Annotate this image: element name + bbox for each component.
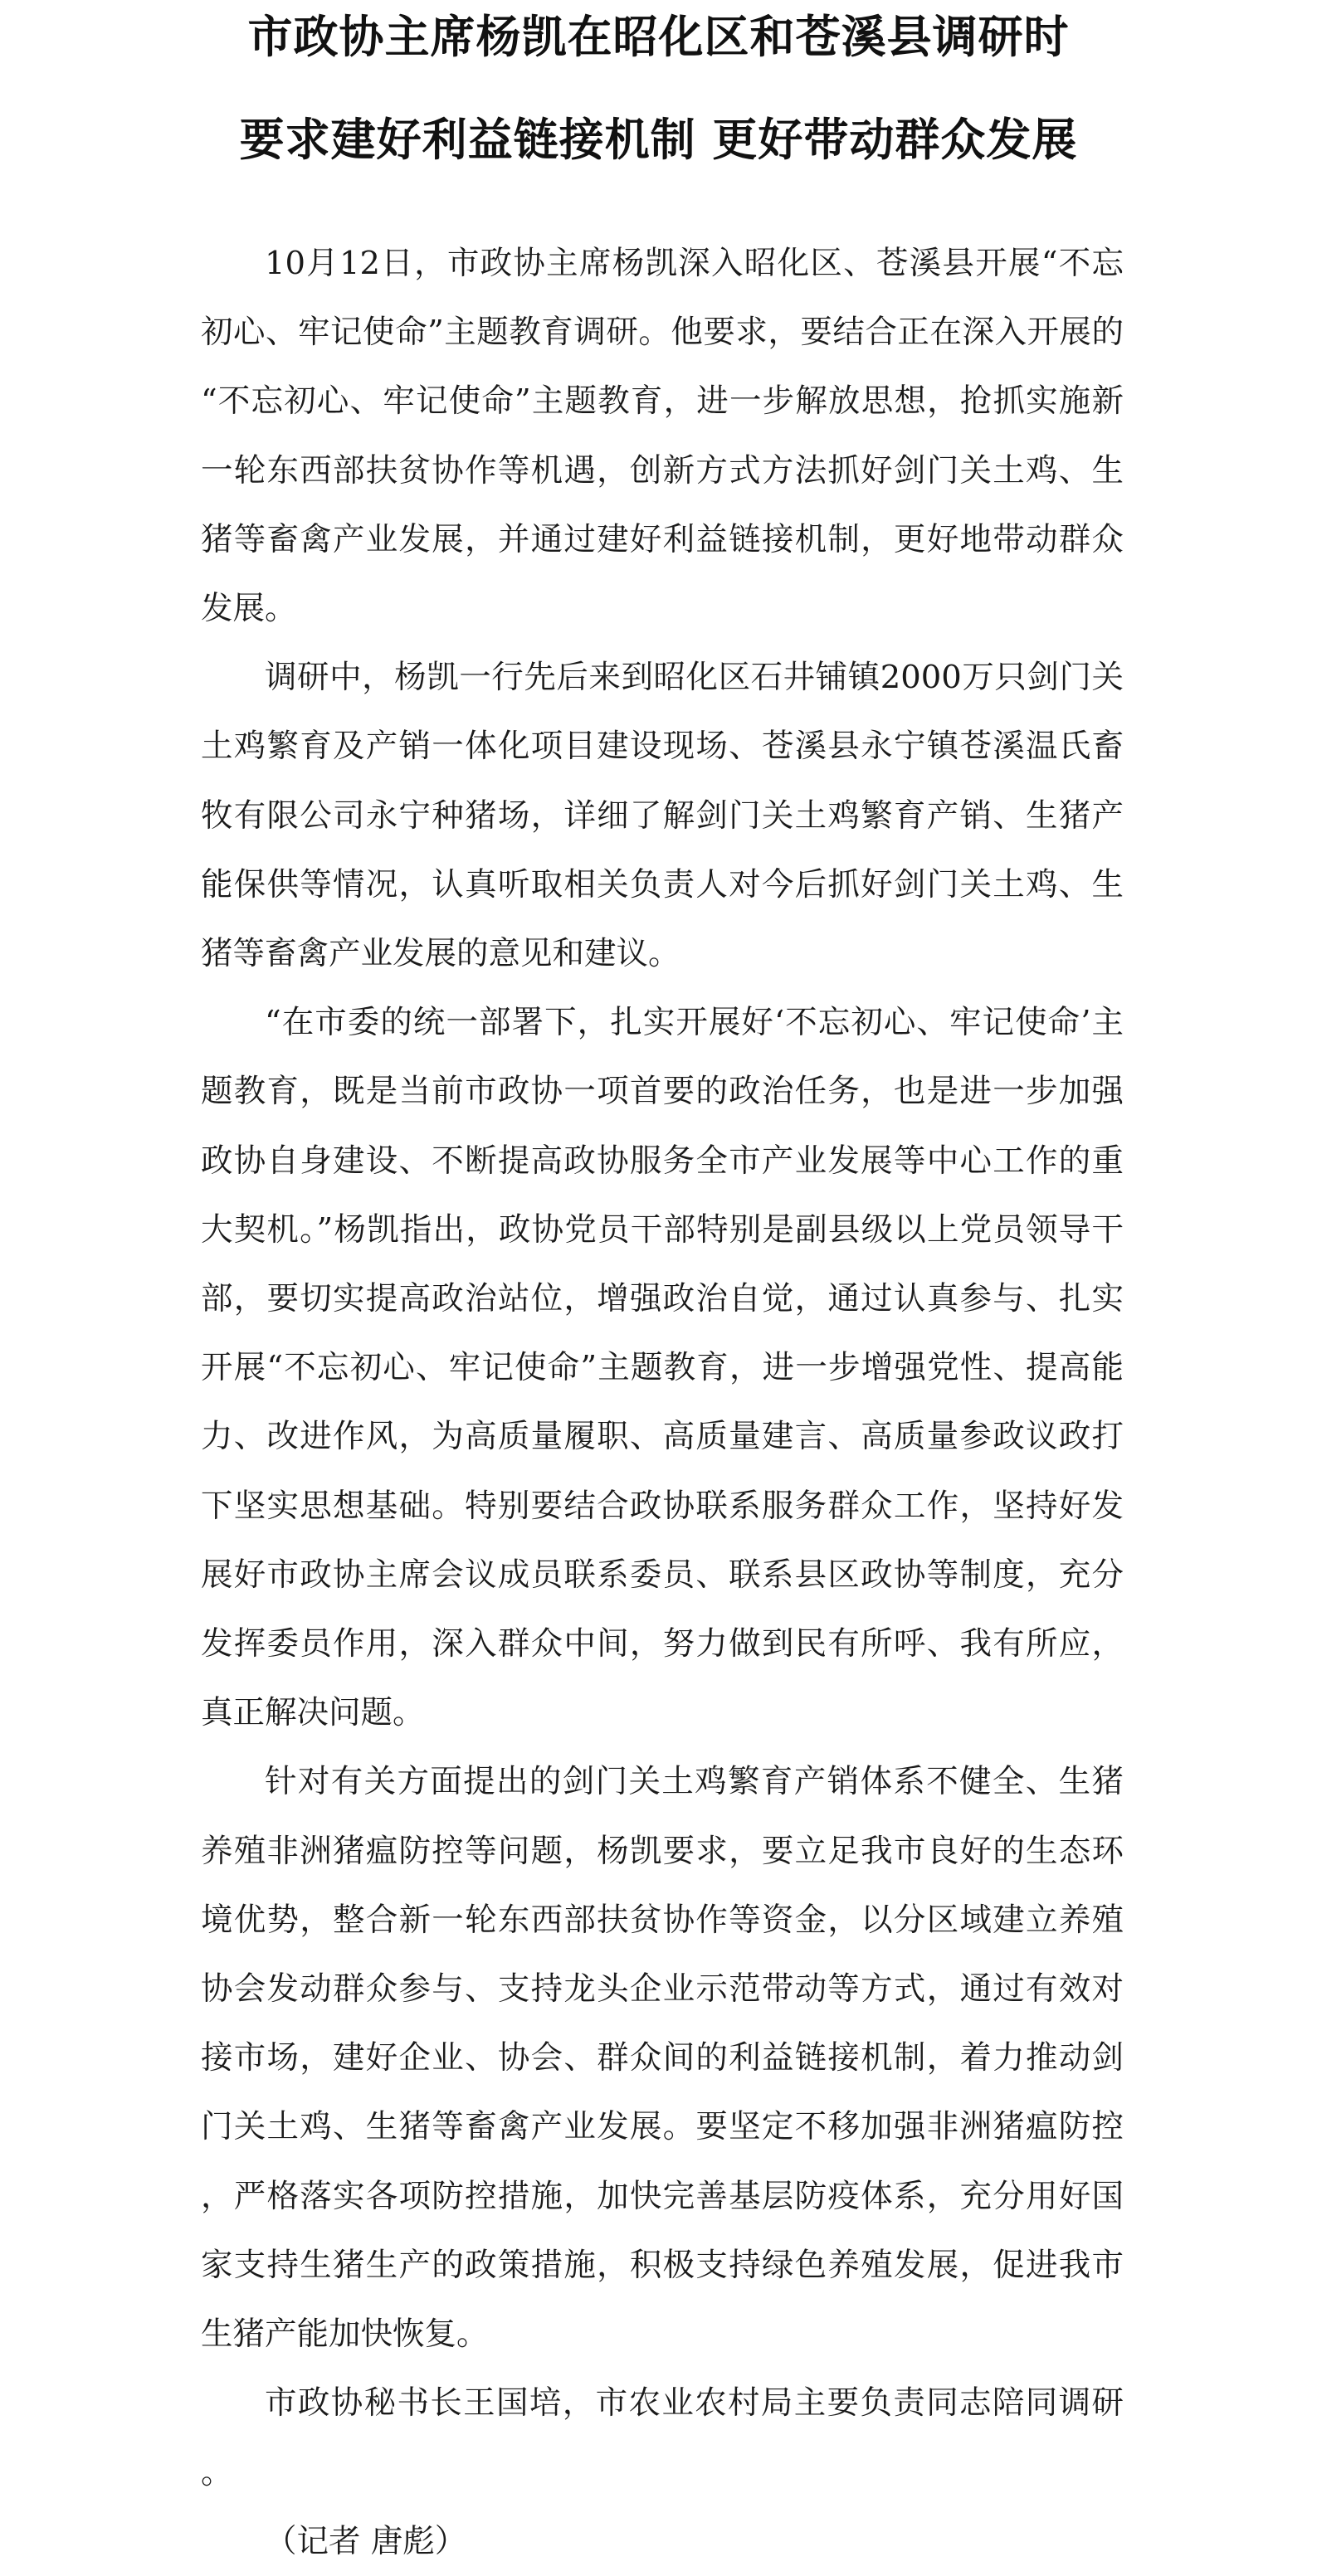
headline-line-1: 市政协主席杨凯在昭化区和苍溪县调研时 <box>247 11 1070 63</box>
paragraph-4: 针对有关方面提出的剑门关土鸡繁育产销体系不健全、生猪养殖非洲猪瘟防控等问题，杨凯要求，要立足我市良好的生态环境优势，整合新一轮东西部扶贫协作等资金，以分区域建立养殖协会发动群众参与、支持龙头企业示范带动等方式，通过有效对接市场，建好企业、协会、群众间的利益链接机制，着力推动剑门关土鸡、生猪等畜禽产业发展。要坚定不移加强非洲猪瘟防控，严格落实各项防控措施，加快完善基层防疫体系，充分用好国家支持生猪生产的政策措施，积极支持绿色养殖发展，促进我市生猪产能加快恢复。 <box>201 1763 1124 2354</box>
article-body <box>201 229 1124 2576</box>
paragraph-1: 10月12日，市政协主席杨凯深入昭化区、苍溪县开展“不忘初心、牢记使命”主题教育调研。他要求，要结合正在深入开展的“不忘初心、牢记使命”主题教育，进一步解放思想，抢抓实施新一轮东西部扶贫协作等机遇，创新方式方法抓好剑门关土鸡、生猪等畜禽产业发展，并通过建好利益链接机制，更好地带动群众发展。 <box>201 245 1124 628</box>
paragraph-3: “在市委的统一部署下，扎实开展好‘不忘初心、牢记使命’主题教育，既是当前市政协一项首要的政治任务，也是进一步加强政协自身建设、不断提高政协服务全市产业发展等中心工作的重大契机。”杨凯指出，政协党员干部特别是副县级以上党员领导干部，要切实提高政治站位，增强政治自觉，通过认真参与、扎实开展“不忘初心、牢记使命”主题教育，进一步增强党性、提高能力、改进作风，为高质量履职、高质量建言、高质量参政议政打下坚实思想基础。特别要结合政协联系服务群众工作，坚持好发展好市政协主席会议成员联系委员、联系县区政协等制度，充分发挥委员作用，深入群众中间，努力做到民有所呼、我有所应，真正解决问题。 <box>201 1004 1124 1732</box>
paragraph-2: 调研中，杨凯一行先后来到昭化区石井铺镇2000万只剑门关土鸡繁育及产销一体化项目建设现场、苍溪县永宁镇苍溪温氏畜牧有限公司永宁种猪场，详细了解剑门关土鸡繁育产销、生猪产能保供等情况，认真听取相关负责人对今后抓好剑门关土鸡、生猪等畜禽产业发展的意见和建议。 <box>201 659 1124 973</box>
headline-line-2: 要求建好利益链接机制 更好带动群众发展 <box>239 114 1078 166</box>
paragraph-5: 市政协秘书长王国培，市农业农村局主要负责同志陪同调研。 <box>201 2384 1124 2491</box>
reporter-byline: （记者 唐彪） <box>265 2522 467 2560</box>
